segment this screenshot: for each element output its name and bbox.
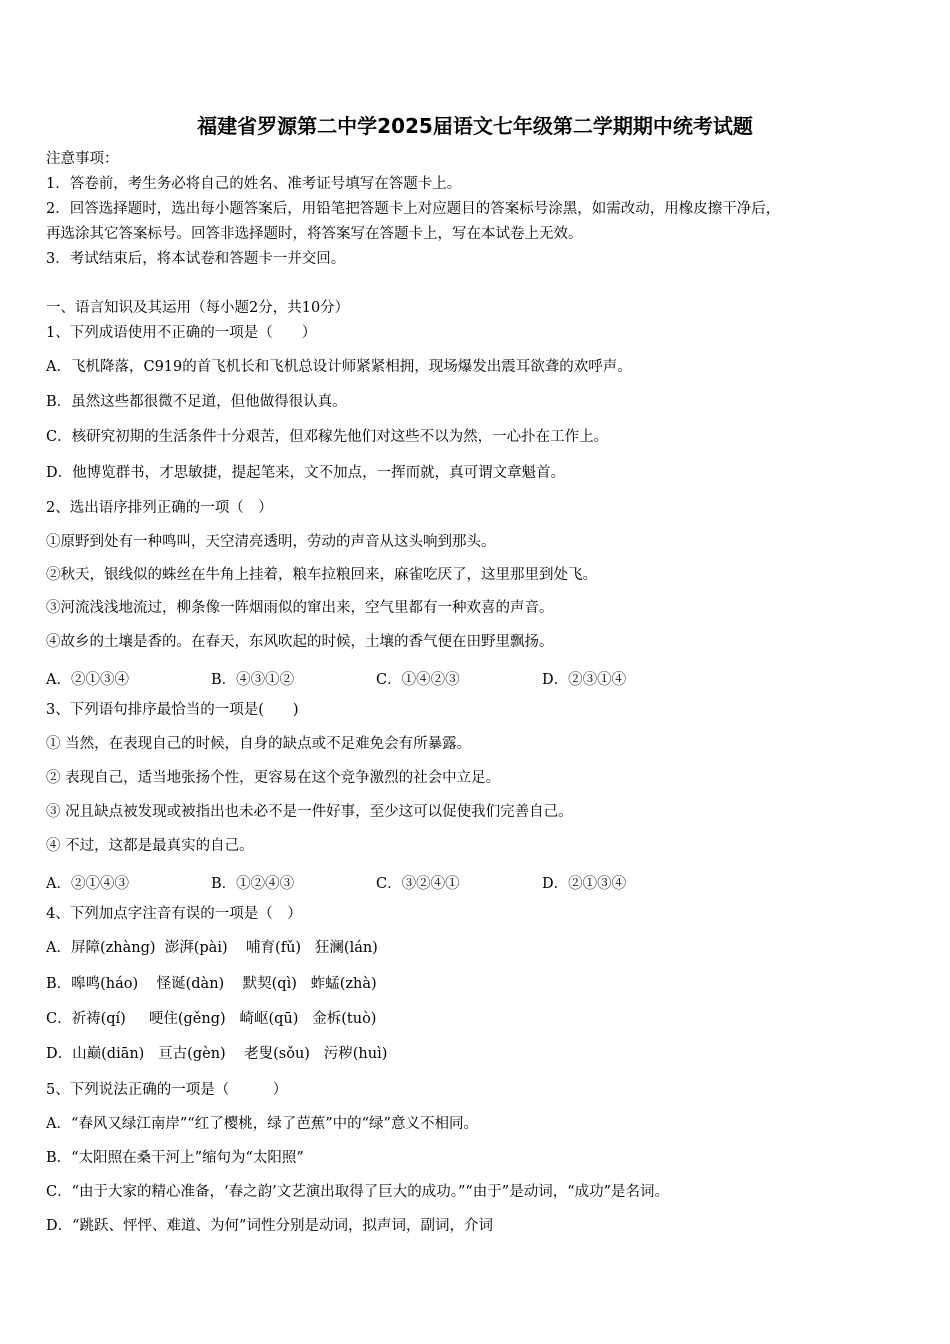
answer-option: A．屏障(zhàng) 澎湃(pài) 哺育(fǔ) 狂澜(lán) bbox=[46, 940, 378, 956]
answer-option: B．④③①② bbox=[211, 672, 295, 688]
sentence-item: ③河流浅浅地流过，柳条像一阵烟雨似的窜出来，空气里都有一种欢喜的声音。 bbox=[46, 600, 554, 616]
answer-option: B．“太阳照在桑干河上”缩句为“太阳照” bbox=[46, 1150, 304, 1166]
sentence-item: ③ 况且缺点被发现或被指出也未必不是一件好事，至少这可以促使我们完善自己。 bbox=[46, 804, 573, 820]
notice-heading: 注意事项： bbox=[46, 151, 119, 167]
answer-option: D．“跳跃、怦怦、难道、为何”词性分别是动词，拟声词，副词，介词 bbox=[46, 1218, 493, 1234]
question-stem: 3、下列语句排序最恰当的一项是( ) bbox=[46, 702, 299, 718]
answer-option: A．②①④③ bbox=[46, 876, 129, 892]
answer-option: C．核研究初期的生活条件十分艰苦，但邓稼先他们对这些不以为然，一心扑在工作上。 bbox=[46, 429, 609, 445]
answer-option: C．“由于大家的精心准备，‘春之韵’文艺演出取得了巨大的成功。”“由于”是动词，“成功”是名词。 bbox=[46, 1184, 670, 1200]
sentence-item: ②秋天，银线似的蛛丝在牛角上挂着，粮车拉粮回来，麻雀吃厌了，这里那里到处飞。 bbox=[46, 567, 597, 583]
question-stem: 1、下列成语使用不正确的一项是（ ） bbox=[46, 325, 317, 341]
answer-option: D．②③①④ bbox=[542, 672, 627, 688]
answer-option: C．祈祷(qí) 哽住(gěng) 崎岖(qū) 金柝(tuò) bbox=[46, 1011, 377, 1027]
question-stem: 4、下列加点字注音有误的一项是（ ） bbox=[46, 906, 302, 922]
answer-option: A．飞机降落，C919的首飞机长和飞机总设计师紧紧相拥，现场爆发出震耳欲聋的欢呼声。 bbox=[46, 359, 632, 375]
answer-option: D．他博览群书，才思敏捷，提起笔来，文不加点，一挥而就，真可谓文章魁首。 bbox=[46, 465, 566, 481]
sentence-item: ① 当然，在表现自己的时候，自身的缺点或不足难免会有所暴露。 bbox=[46, 736, 472, 752]
question-stem: 2、选出语序排列正确的一项（ ） bbox=[46, 500, 273, 516]
answer-option: A．“春风又绿江南岸”“红了樱桃，绿了芭蕉”中的“绿”意义不相同。 bbox=[46, 1116, 478, 1132]
answer-option: B．嗥鸣(háo) 怪诞(dàn) 默契(qì) 蚱蜢(zhà) bbox=[46, 976, 377, 992]
sentence-item: ④故乡的土壤是香的。在春天，东风吹起的时候，土壤的香气便在田野里飘扬。 bbox=[46, 634, 554, 650]
notice-item: 2．回答选择题时，选出每小题答案后，用铅笔把答题卡上对应题目的答案标号涂黑，如需改动，用橡皮擦干净后， bbox=[46, 201, 781, 217]
sentence-item: ② 表现自己，适当地张扬个性，更容易在这个竞争激烈的社会中立足。 bbox=[46, 770, 501, 786]
answer-option: B．虽然这些都很微不足道，但他做得很认真。 bbox=[46, 394, 347, 410]
notice-item: 再选涂其它答案标号。回答非选择题时，将答案写在答题卡上，写在本试卷上无效。 bbox=[46, 226, 583, 242]
answer-option: C．①④②③ bbox=[376, 672, 460, 688]
answer-option: B．①②④③ bbox=[211, 876, 295, 892]
notice-item: 1．答卷前，考生务必将自己的姓名、准考证号填写在答题卡上。 bbox=[46, 176, 462, 192]
answer-option: D．②①③④ bbox=[542, 876, 627, 892]
answer-option: A．②①③④ bbox=[46, 672, 129, 688]
section-heading: 一、语言知识及其运用（每小题2分，共10分） bbox=[46, 300, 350, 316]
answer-option: C．③②④① bbox=[376, 876, 460, 892]
answer-option: D．山巅(diān) 亘古(gèn) 老叟(sǒu) 污秽(huì) bbox=[46, 1046, 388, 1062]
notice-item: 3．考试结束后，将本试卷和答题卡一并交回。 bbox=[46, 251, 346, 267]
question-stem: 5、下列说法正确的一项是（ ） bbox=[46, 1082, 288, 1098]
sentence-item: ④ 不过，这都是最真实的自己。 bbox=[46, 838, 254, 854]
sentence-item: ①原野到处有一种鸣叫，天空清亮透明，劳动的声音从这头响到那头。 bbox=[46, 534, 496, 550]
page-title: 福建省罗源第二中学2025届语文七年级第二学期期中统考试题 bbox=[197, 114, 753, 138]
